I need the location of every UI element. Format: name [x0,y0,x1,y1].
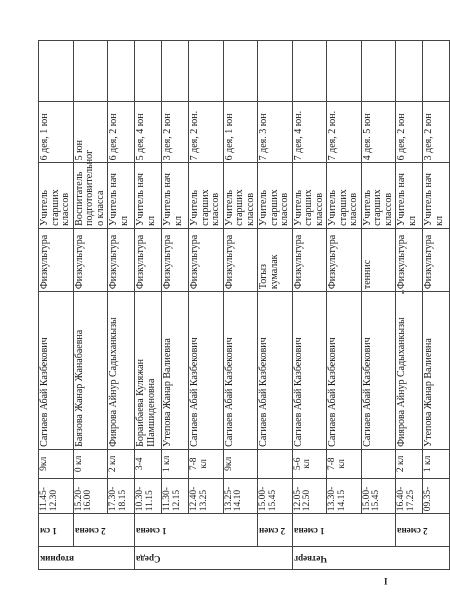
subject-cell: Физкультура [327,228,362,291]
time-cell: 11.30-12.15 [162,478,189,513]
schedule-table [38,40,450,570]
class-cell: 7-8 кл [189,449,224,478]
day-cell-wednesday: Среда [135,547,293,570]
shift-cell: 2 смен [258,514,293,547]
time-cell: 15.20-16.00 [73,478,108,513]
subject-cell: Физкультура [73,228,108,291]
table-row [396,41,423,570]
class-cell [258,449,293,478]
teacher-name-cell: Сагиаев Абай Казбекович [189,292,224,450]
extra-cell [327,41,362,102]
time-cell: 15.00-15.45 [361,478,396,513]
shift-cell: 1 смена [135,514,258,547]
subject-cell: Физкультура [189,228,224,291]
class-cell: 5-6 кл [292,449,327,478]
time-cell: 12.40-13.25 [189,478,224,513]
days-cell: 3 дея, 2 юн [423,102,450,163]
table-row [162,41,189,570]
teacher-name-cell: Сагиаев Абай Казбекович [39,292,74,450]
subject-cell: Физкультура [162,228,189,291]
role-cell: Учитель старших классов [258,163,293,228]
days-cell: 7 дея, 2 юн. [189,102,224,163]
role-cell: Учитель старших классов [223,163,258,228]
class-cell: 1 кл [423,449,450,478]
table-row [108,41,135,570]
days-cell: 7 дея. 3 юн [258,102,293,163]
extra-cell [396,41,423,102]
extra-cell [73,41,108,102]
table-row [258,41,293,570]
role-cell: Учитель старших классов [189,163,224,228]
teacher-name-cell: Утепова Жанар Валиевна [423,292,450,450]
role-cell: Учитель нач кл [396,163,423,228]
extra-cell [423,41,450,102]
table-row [361,41,396,570]
shift-cell: 2 смена [73,514,135,547]
days-cell: 5 дея, 4 юн [135,102,162,163]
shift-cell: 1 смена [292,514,396,547]
subject-cell: Физкультура [396,228,423,291]
teacher-name-cell: Фиярова Айнур Садыханкызы [396,292,423,450]
role-cell: Учитель нач кл [108,163,135,228]
days-cell: 6 дея, 1 юн [223,102,258,163]
time-cell: 13.25-14.10 [223,478,258,513]
teacher-name-cell: Сагиаев Абай Казбекович [327,292,362,450]
table-row [189,41,224,570]
time-cell: 11.45-12.30 [39,478,74,513]
role-cell: Учитель старших классов [361,163,396,228]
extra-cell [108,41,135,102]
days-cell: 4 дея. 5 юн [361,102,396,163]
teacher-name-cell: Сагиаев Абай Казбекович [223,292,258,450]
days-cell: 6 дея, 2 юн [108,102,135,163]
extra-cell [189,41,224,102]
subject-cell: теннис [361,228,396,291]
subject-cell: Тогыз кумалак [258,228,293,291]
days-cell: 3 дея, 2 юн [162,102,189,163]
time-cell: 12.05-12.50 [292,478,327,513]
role-cell: Учитель нач кл [135,163,162,228]
role-cell: Учитель старших классов [292,163,327,228]
extra-cell [361,41,396,102]
days-cell: 5 юн [73,102,108,163]
days-cell: 7 дея, 2 юн. [327,102,362,163]
day-cell-thursday: Четверг [292,547,450,570]
time-cell: 09.35- [423,478,450,513]
leftmost-column-fragment: I [384,576,388,586]
role-cell: Учитель старших классов [327,163,362,228]
class-cell: 9кл [223,449,258,478]
table-row [73,41,108,570]
teacher-name-cell: Сагиаев Абай Казбекович [258,292,293,450]
table-row [135,41,162,570]
teacher-name-cell: Фиярова Айнур Садыханкызы [108,292,135,450]
role-cell: Учитель нач кл [423,163,450,228]
days-cell: 6 дея, 2 юн [396,102,423,163]
class-cell: 3-4 [135,449,162,478]
teacher-name-cell: Бораибаева Куляжан Шамшиденовна [135,292,162,450]
class-cell: 0 кл [73,449,108,478]
table-row [423,41,450,570]
table-row [39,41,74,570]
time-cell: 16.40-17.25 [396,478,423,513]
teacher-name-cell: Сагиаев Абай Казбекович [292,292,327,450]
role-cell: Учитель старших классов [39,163,74,228]
days-cell: 7 дея, 4 юн. [292,102,327,163]
role-cell: Учитель нач кл [162,163,189,228]
subject-cell: Физкультура [39,228,74,291]
extra-cell [292,41,327,102]
table-row [292,41,327,570]
shift-cell: 2 смена [396,514,450,547]
subject-cell: Физкультура [292,228,327,291]
extra-cell [135,41,162,102]
extra-cell [162,41,189,102]
table-row [327,41,362,570]
time-cell: 13.30-14.15 [327,478,362,513]
subject-cell: Физкультура [423,228,450,291]
class-cell: 9кл [39,449,74,478]
extra-cell [223,41,258,102]
teacher-name-cell: Утепова Жанар Валиевна [162,292,189,450]
subject-cell: Физкультура [135,228,162,291]
extra-cell [258,41,293,102]
table-row [223,41,258,570]
extra-cell [39,41,74,102]
days-cell: 6 дея, 1 юн [39,102,74,163]
day-cell-tuesday: вторник [39,547,135,570]
rotated-document-sheet [0,40,445,600]
time-cell: 15.00-15.45 [258,478,293,513]
teacher-name-cell: Сагиаев Абай Казбекович [361,292,396,450]
subject-cell: Физкультура [108,228,135,291]
time-cell: 17.30-18.15 [108,478,135,513]
subject-cell: Физкультура [223,228,258,291]
class-cell: 1 кл [162,449,189,478]
class-cell: 2 кл [108,449,135,478]
class-cell: 2 кл [396,449,423,478]
teacher-name-cell: Баязова Жанар Жанабаевна [73,292,108,450]
role-cell: Воспитатель подготовительног о класса [73,163,108,228]
shift-cell: 1 см [39,514,74,547]
class-cell [361,449,396,478]
time-cell: 10.30-11.15 [135,478,162,513]
pen-mark [402,290,404,294]
class-cell: 7-8 кл [327,449,362,478]
